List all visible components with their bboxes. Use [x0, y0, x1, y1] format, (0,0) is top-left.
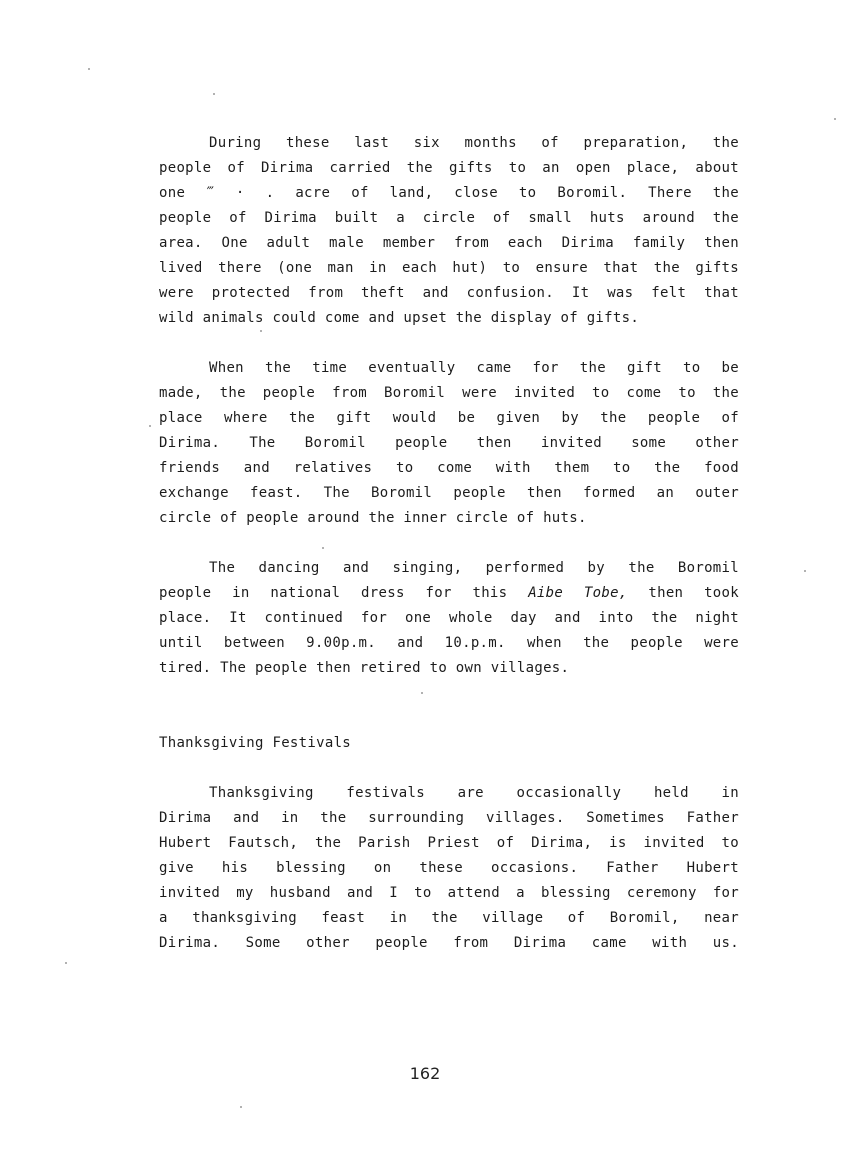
- scan-speck: [65, 962, 67, 964]
- text-line: area. One adult male member from each Dirima family then: [159, 235, 739, 251]
- text-line: Hubert Fautsch, the Parish Priest of Dirima, is invited to: [159, 835, 739, 851]
- paragraph-thanksgiving: [159, 781, 739, 956]
- paragraph-preparation: [159, 131, 739, 331]
- page-number: 162: [409, 1064, 441, 1083]
- text-line: The dancing and singing, performed by the Boromil: [209, 560, 739, 576]
- scan-speck: [213, 93, 215, 95]
- text-line: one ‴ · . acre of land, close to Boromil. There the: [159, 185, 739, 201]
- scan-speck: [240, 1106, 242, 1108]
- text-run: then took: [627, 585, 739, 601]
- text-line: a thanksgiving feast in the village of Boromil, near: [159, 910, 739, 926]
- text-line: people of Dirima built a circle of small huts around the: [159, 210, 739, 226]
- text-line: were protected from theft and confusion. It was felt that: [159, 285, 739, 301]
- italic-term: Aibe Tobe,: [528, 585, 628, 601]
- text-line: tired. The people then retired to own villages.: [159, 660, 570, 676]
- paragraph-dancing: [159, 556, 739, 681]
- text-line: During these last six months of preparation, the: [209, 135, 739, 151]
- text-line: Thanksgiving festivals are occasionally held in: [209, 785, 739, 801]
- paragraph-gift-exchange: [159, 356, 739, 531]
- text-line-with-italic: [159, 581, 739, 606]
- scan-speck: [834, 118, 836, 120]
- scan-speck: [804, 570, 806, 572]
- text-line: When the time eventually came for the gift to be: [209, 360, 739, 376]
- scan-speck: [322, 547, 324, 549]
- text-line: lived there (one man in each hut) to ensure that the gifts: [159, 260, 739, 276]
- scan-speck: [88, 68, 90, 70]
- text-line: made, the people from Boromil were invited to come to the: [159, 385, 739, 401]
- section-heading: Thanksgiving Festivals: [159, 735, 352, 751]
- text-line: until between 9.00p.m. and 10.p.m. when the people were: [159, 635, 739, 651]
- scan-speck: [260, 330, 262, 332]
- text-line: give his blessing on these occasions. Father Hubert: [159, 860, 739, 876]
- text-line: wild animals could come and upset the display of gifts.: [159, 310, 640, 326]
- text-line: exchange feast. The Boromil people then formed an outer: [159, 485, 739, 501]
- text-line: place where the gift would be given by the people of: [159, 410, 739, 426]
- text-line: place. It continued for one whole day and into the night: [159, 610, 739, 626]
- text-line: people of Dirima carried the gifts to an open place, about: [159, 160, 739, 176]
- text-line: friends and relatives to come with them to the food: [159, 460, 739, 476]
- text-run: people in national dress for this: [159, 585, 529, 601]
- scan-speck: [149, 425, 151, 427]
- text-line: Dirima and in the surrounding villages. Sometimes Father: [159, 810, 739, 826]
- text-line: Dirima. The Boromil people then invited some other: [159, 435, 739, 451]
- scan-speck: [421, 692, 423, 694]
- text-line: invited my husband and I to attend a blessing ceremony for: [159, 885, 739, 901]
- text-line: Dirima. Some other people from Dirima came with us.: [159, 935, 739, 951]
- text-line: circle of people around the inner circle of huts.: [159, 510, 587, 526]
